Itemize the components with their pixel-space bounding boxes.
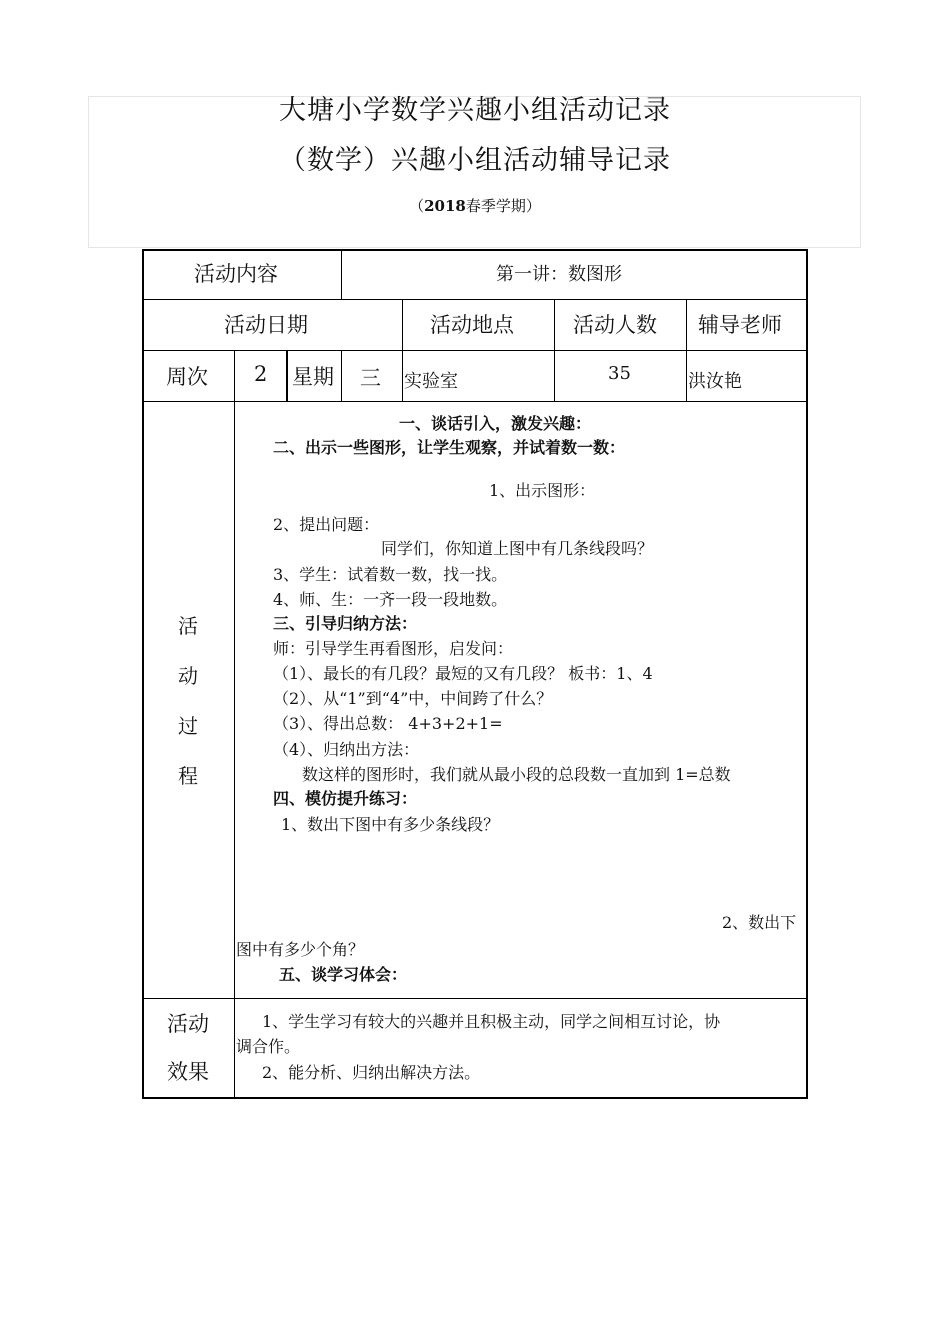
effect-label: 活动 bbox=[167, 1012, 209, 1036]
process-line: 图中有多少个角？ bbox=[236, 940, 365, 959]
process-line: 二、出示一些图形，让学生观察，并试着数一数： bbox=[273, 438, 626, 457]
teacher-label: 辅导老师 bbox=[698, 313, 782, 337]
process-line: 师：引导学生再看图形，启发问： bbox=[273, 639, 514, 658]
place-label: 活动地点 bbox=[430, 313, 514, 337]
effect-line: 调合作。 bbox=[236, 1037, 301, 1056]
process-line: 1、出示图形： bbox=[489, 481, 596, 500]
process-line: 三、引导归纳方法： bbox=[273, 614, 418, 633]
process-line: 4、师、生：一齐一段一段地数。 bbox=[273, 590, 508, 609]
process-line: 同学们，你知道上图中有几条线段吗？ bbox=[381, 539, 654, 558]
process-label-char: 程 bbox=[178, 764, 198, 788]
process-label-char: 过 bbox=[178, 714, 198, 738]
process-line: （3）、得出总数： 4+3+2+1= bbox=[273, 714, 503, 733]
effect-line: 1、学生学习有较大的兴趣并且积极主动，同学之间相互讨论，协 bbox=[262, 1012, 721, 1031]
content-value: 第一讲：数图形 bbox=[496, 264, 622, 285]
process-line: 3、学生：试着数一数，找一找。 bbox=[273, 565, 508, 584]
process-line: 一、谈话引入，激发兴趣： bbox=[399, 414, 592, 433]
process-line: 五、谈学习体会： bbox=[279, 965, 408, 984]
teacher-value: 洪汝艳 bbox=[688, 371, 742, 392]
process-line: 1、数出下图中有多少条线段？ bbox=[281, 815, 500, 834]
process-label-char: 动 bbox=[178, 664, 198, 688]
process-line: 2、数出下 bbox=[722, 913, 797, 932]
week-value: 2 bbox=[254, 362, 268, 386]
content-label: 活动内容 bbox=[194, 262, 278, 286]
weekday-label: 星期 bbox=[292, 365, 334, 389]
process-line: 四、模仿提升练习： bbox=[273, 789, 418, 808]
count-label: 活动人数 bbox=[573, 313, 657, 337]
effect-line: 2、能分析、归纳出解决方法。 bbox=[262, 1063, 481, 1082]
weekday-value: 三 bbox=[360, 366, 381, 390]
effect-label: 效果 bbox=[167, 1060, 209, 1084]
term-label: （2018春季学期） bbox=[409, 197, 541, 215]
process-line: （4）、归纳出方法： bbox=[273, 740, 420, 759]
process-label-char: 活 bbox=[178, 614, 198, 638]
place-value: 实验室 bbox=[404, 371, 458, 392]
process-line: （1）、最长的有几段？最短的又有几段？ 板书：1、4 bbox=[273, 664, 653, 683]
page-subtitle: （数学）兴趣小组活动辅导记录 bbox=[279, 145, 671, 176]
process-line: 2、提出问题： bbox=[273, 515, 380, 534]
process-line: 数这样的图形时，我们就从最小段的总段数一直加到 1=总数 bbox=[302, 765, 731, 784]
page-title: 大塘小学数学兴趣小组活动记录 bbox=[279, 95, 671, 126]
week-label: 周次 bbox=[166, 365, 208, 389]
date-label: 活动日期 bbox=[224, 313, 308, 337]
count-value: 35 bbox=[608, 363, 631, 384]
process-line: （2）、从“1”到“4”中，中间跨了什么？ bbox=[273, 689, 553, 708]
